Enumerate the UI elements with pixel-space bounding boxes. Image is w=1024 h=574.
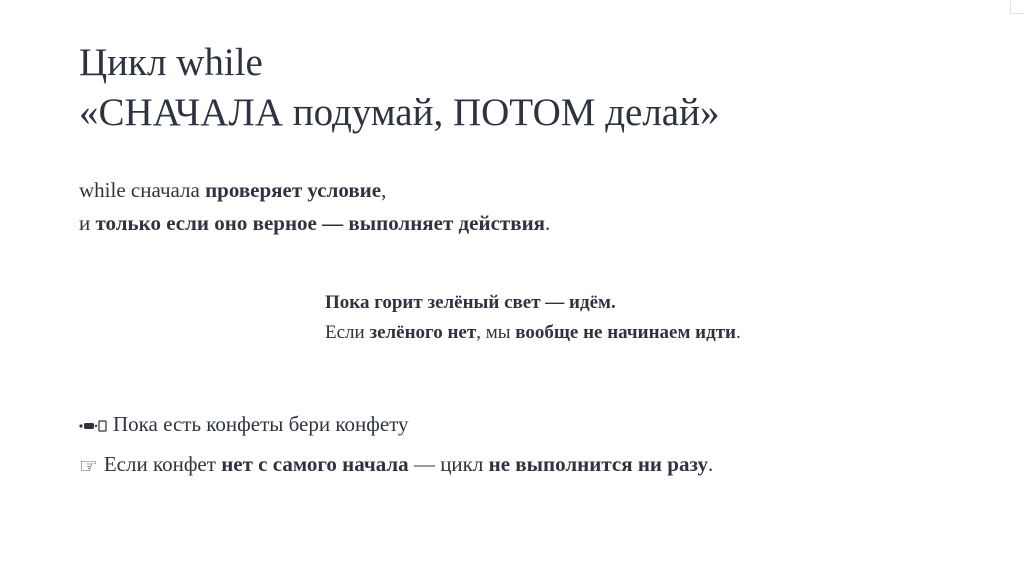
intro-line-1 <box>79 174 550 207</box>
text-run: . <box>735 322 741 343</box>
example-candy-text <box>113 412 409 436</box>
emphasis-text: нет с самого начала <box>221 452 409 476</box>
text-run: Если <box>325 322 370 343</box>
intro-text <box>79 174 550 240</box>
intro-line-2 <box>79 207 550 240</box>
emphasis-text: Пока горит зелёный свет — идём. <box>325 292 616 313</box>
text-run: . <box>545 211 551 235</box>
example-no-candy <box>79 450 713 478</box>
title-line-1: Цикл while <box>79 41 263 84</box>
emphasis-text: зелёного нет <box>369 322 477 343</box>
candy-icon <box>79 420 107 432</box>
slide-corner-mark <box>1010 0 1024 14</box>
text-run: . <box>707 452 714 476</box>
analogy-line-1 <box>325 288 741 318</box>
emphasis-text: проверяет условие <box>205 178 382 202</box>
emphasis-text: только если оно верное — выполняет действия <box>95 211 546 235</box>
traffic-light-analogy <box>325 288 741 348</box>
example-candy <box>79 410 409 438</box>
text-run: — цикл <box>408 452 489 476</box>
text-run: while сначала <box>79 178 206 202</box>
example-no-candy-text <box>104 452 713 476</box>
text-run: Пока есть конфеты бери конфету <box>113 412 409 436</box>
text-run: , мы <box>476 322 516 343</box>
emphasis-text: не выполнится ни разу <box>488 452 708 476</box>
emphasis-text: вообще не начинаем идти <box>515 322 736 343</box>
title-line-2: «СНАЧАЛА подумай, ПОТОМ делай» <box>79 91 720 134</box>
text-run: Если конфет <box>103 452 222 476</box>
slide-title <box>79 38 720 138</box>
text-run: и <box>79 211 96 235</box>
analogy-line-2 <box>325 318 741 348</box>
text-run: , <box>381 178 387 202</box>
pointing-hand-icon: ☞ <box>79 453 98 478</box>
